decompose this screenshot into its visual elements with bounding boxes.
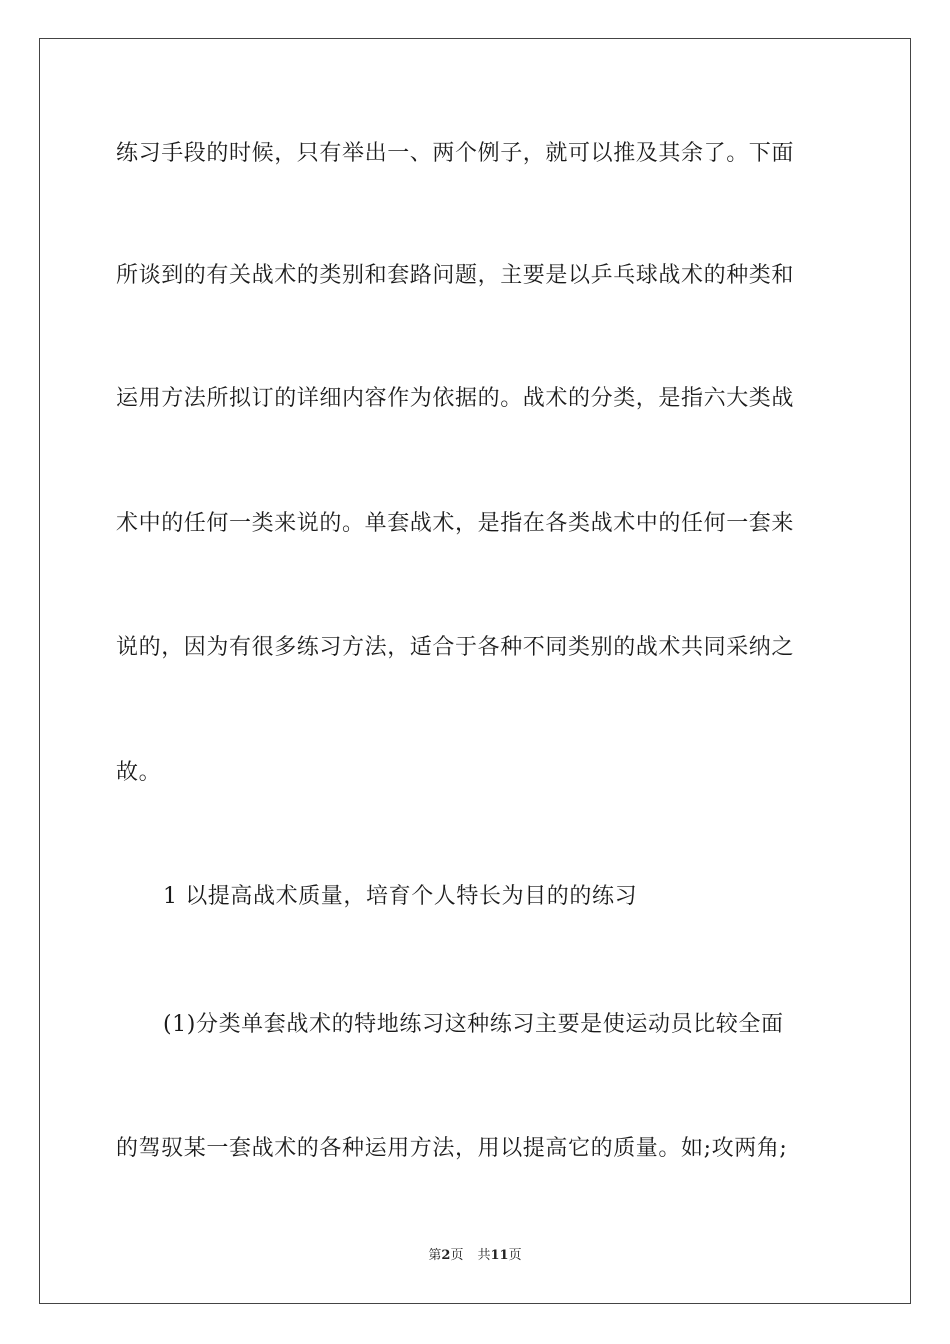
total-suffix: 页: [508, 1248, 522, 1263]
paragraph-line-5: 说的，因为有很多练习方法，适合于各种不同类别的战术共同采纳之: [116, 635, 795, 660]
paragraph-line-6: 故。: [116, 760, 162, 785]
paragraph-line-2: 所谈到的有关战术的类别和套路问题，主要是以乒乓球战术的种类和: [116, 263, 795, 288]
page-suffix: 页: [450, 1248, 464, 1263]
total-pages: 11: [490, 1248, 509, 1263]
page-border: [39, 38, 911, 1304]
paragraph-line-3: 运用方法所拟订的详细内容作为依据的。战术的分类，是指六大类战: [116, 386, 795, 411]
page-footer: [0, 1247, 950, 1265]
section-heading: 1 以提高战术质量，培育个人特长为目的的练习: [163, 884, 638, 909]
subsection-line-2: 的驾驭某一套战术的各种运用方法，用以提高它的质量。如;攻两角;: [116, 1136, 788, 1161]
subsection-line-1: (1)分类单套战术的特地练习这种练习主要是使运动员比较全面: [163, 1012, 784, 1037]
page-prefix: 第: [428, 1248, 442, 1263]
page-number: 2: [441, 1248, 451, 1263]
total-prefix: 共: [477, 1248, 491, 1263]
paragraph-line-4: 术中的任何一类来说的。单套战术，是指在各类战术中的任何一套来: [116, 511, 795, 536]
paragraph-line-1: 练习手段的时候，只有举出一、两个例子，就可以推及其余了。下面: [116, 141, 795, 166]
